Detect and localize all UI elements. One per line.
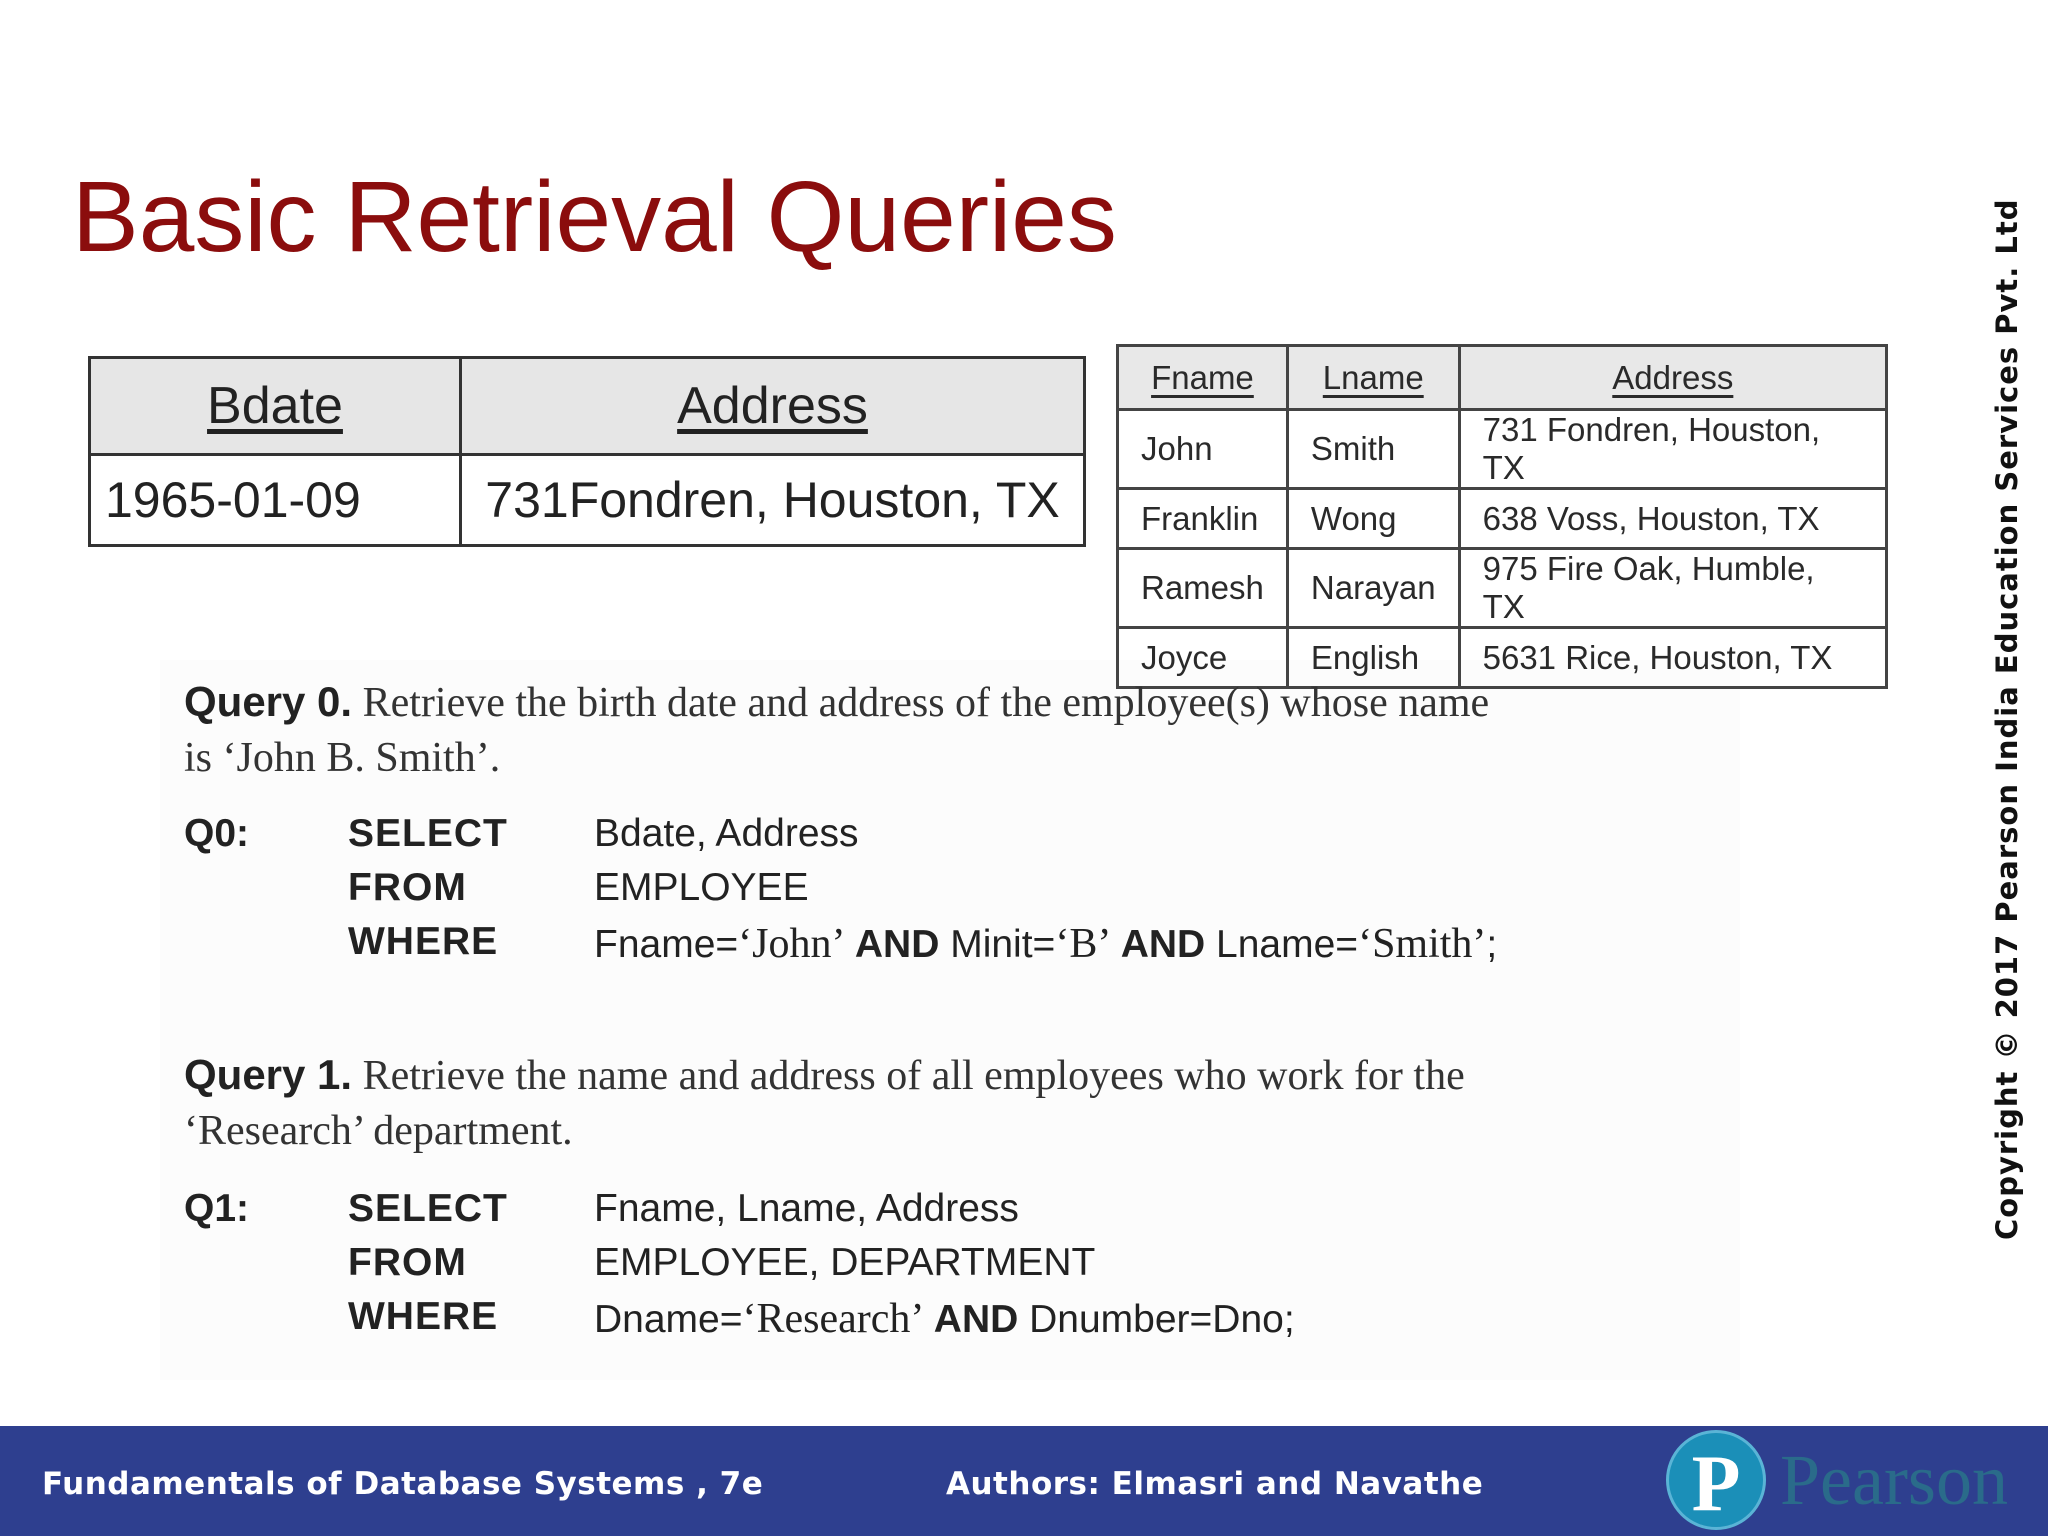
- column-header-label: Bdate: [207, 377, 343, 435]
- sql-keyword-where: WHERE: [348, 1295, 499, 1338]
- slide-title: Basic Retrieval Queries: [72, 161, 1117, 273]
- table-row: [1118, 489, 1887, 549]
- query0-label: Query 0.: [184, 678, 353, 725]
- sql-literal: ‘B’: [1055, 921, 1112, 967]
- column-header: [1118, 346, 1288, 410]
- query1-text-line2: ‘Research’ department.: [184, 1108, 573, 1154]
- sql-where-body: [594, 920, 1497, 968]
- sql-keyword-select: SELECT: [348, 812, 508, 855]
- table-cell: 1965-01-09: [90, 455, 461, 546]
- sql-attr: Minit=: [950, 923, 1056, 966]
- sql-keyword-from: FROM: [348, 1241, 467, 1284]
- table-row: [90, 455, 1085, 546]
- table-cell: 638 Voss, Houston, TX: [1459, 489, 1886, 549]
- sql-label: Q1:: [184, 1187, 250, 1230]
- copyright-notice: Copyright © 2017 Pearson India Education Services Pvt. Ltd: [1990, 198, 2024, 1240]
- table-cell: Smith: [1287, 410, 1459, 489]
- column-header: [90, 358, 461, 455]
- sql-select-body: Fname, Lname, Address: [594, 1187, 1019, 1230]
- table-cell: 731Fondren, Houston, TX: [461, 455, 1085, 546]
- query1-line1: [184, 1047, 1704, 1104]
- footer-authors: Authors: Elmasri and Navathe: [946, 1466, 1484, 1502]
- table-header-row: [90, 358, 1085, 455]
- sql-keyword-select: SELECT: [348, 1187, 508, 1230]
- column-header: [1287, 346, 1459, 410]
- sql-keyword-from: FROM: [348, 866, 467, 909]
- sql-keyword-where: WHERE: [348, 920, 499, 963]
- sql-operator-and: AND: [845, 923, 951, 966]
- pearson-logo-icon: [1666, 1430, 1766, 1530]
- table-row: [1118, 410, 1887, 489]
- footer-book-title: Fundamentals of Database Systems , 7e: [42, 1466, 764, 1502]
- table-header-row: [1118, 346, 1887, 410]
- sql-attr: Dnumber=Dno;: [1029, 1298, 1295, 1341]
- pearson-logo-letter: P: [1691, 1440, 1741, 1528]
- query1-label: Query 1.: [184, 1051, 353, 1098]
- table-cell: 731 Fondren, Houston, TX: [1459, 410, 1886, 489]
- query0-text-line1: Retrieve the birth date and address of the employee(s) whose name: [362, 680, 1490, 726]
- sql-from-body: EMPLOYEE: [594, 866, 809, 909]
- table-cell: Wong: [1287, 489, 1459, 549]
- sql-attr: Fname=: [594, 923, 739, 966]
- sql-operator-and: AND: [924, 1298, 1030, 1341]
- table-cell: Ramesh: [1118, 549, 1288, 628]
- table-cell: Narayan: [1287, 549, 1459, 628]
- sql-literal: ‘John’: [738, 921, 846, 967]
- sql-select-body: Bdate, Address: [594, 812, 859, 855]
- query0-line1: [184, 674, 1704, 731]
- column-header-label: Fname: [1151, 358, 1254, 396]
- query0-text-line2: is ‘John B. Smith’.: [184, 735, 501, 781]
- sql-where-body: [594, 1295, 1295, 1343]
- table-cell: English: [1287, 628, 1459, 688]
- sql-literal: ‘Smith’: [1358, 921, 1487, 967]
- table-row: [1118, 549, 1887, 628]
- sql-attr: Dname=: [594, 1298, 743, 1341]
- pearson-wordmark: Pearson: [1780, 1440, 2008, 1520]
- column-header-label: Address: [1612, 358, 1734, 396]
- column-header: [1459, 346, 1886, 410]
- query0-description: [184, 674, 1704, 786]
- table-cell: 975 Fire Oak, Humble, TX: [1459, 549, 1886, 628]
- sql-from-body: EMPLOYEE, DEPARTMENT: [594, 1241, 1096, 1284]
- query0-result-table: [88, 356, 1086, 547]
- column-header: [461, 358, 1085, 455]
- sql-attr: Lname=: [1216, 923, 1359, 966]
- sql-literal: ‘Research’: [742, 1296, 925, 1342]
- table-cell: John: [1118, 410, 1288, 489]
- table-cell: 5631 Rice, Houston, TX: [1459, 628, 1886, 688]
- table-cell: Franklin: [1118, 489, 1288, 549]
- query1-result-table: [1116, 344, 1888, 689]
- sql-operator-and: AND: [1111, 923, 1217, 966]
- query1-description: [184, 1047, 1704, 1159]
- table-cell: Joyce: [1118, 628, 1288, 688]
- sql-label: Q0:: [184, 812, 250, 855]
- column-header-label: Address: [677, 377, 868, 435]
- sql-terminator: ;: [1486, 923, 1498, 966]
- query1-text-line1: Retrieve the name and address of all employees who work for the: [362, 1053, 1465, 1099]
- column-header-label: Lname: [1322, 358, 1424, 396]
